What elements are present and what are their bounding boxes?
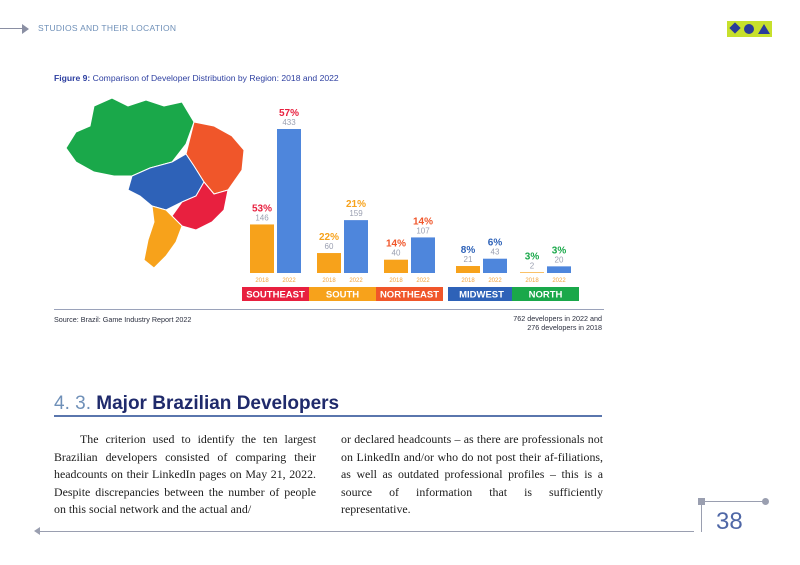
page-dot-marker bbox=[762, 498, 769, 505]
region-label: SOUTHEAST bbox=[246, 289, 305, 301]
circle-icon bbox=[744, 24, 754, 34]
section-heading bbox=[54, 393, 339, 415]
percent-label: 8% bbox=[460, 245, 476, 257]
value-label: 2 bbox=[529, 261, 535, 271]
brazil-map bbox=[66, 98, 244, 268]
year-tick-label: 2018 bbox=[525, 278, 539, 284]
section-title: Major Brazilian Developers bbox=[96, 393, 340, 414]
region-distribution-chart bbox=[54, 92, 604, 307]
page-number: 38 bbox=[716, 508, 743, 535]
bar-2022-northeast bbox=[411, 237, 435, 273]
percent-label: 22% bbox=[318, 232, 340, 244]
triangle-icon bbox=[758, 24, 770, 34]
figure-title: Comparison of Developer Distribution by Region: 2018 and 2022 bbox=[90, 73, 339, 83]
percent-label: 53% bbox=[251, 203, 273, 215]
body-column-1: The criterion used to identify the ten largest Brazilian developers consisted of comparing their headcounts on their LinkedIn pages on May 21, 2022. Despite discrepancies between the number of people on this social network and the actual and/ bbox=[54, 432, 316, 517]
percent-label: 3% bbox=[551, 245, 567, 257]
header-arrow-icon bbox=[22, 24, 29, 34]
bar-2022-south bbox=[344, 220, 368, 273]
bar-2022-north bbox=[547, 266, 571, 273]
bar-2022-southeast bbox=[277, 129, 301, 273]
percent-label: 6% bbox=[487, 237, 503, 249]
year-tick-label: 2018 bbox=[255, 278, 269, 284]
percent-label: 57% bbox=[278, 108, 300, 119]
value-label: 433 bbox=[282, 118, 296, 127]
diamond-icon bbox=[729, 22, 740, 33]
figure-caption bbox=[54, 73, 339, 83]
bar-2018-southeast bbox=[250, 224, 274, 273]
value-label: 60 bbox=[324, 242, 334, 252]
year-tick-label: 2018 bbox=[389, 278, 403, 284]
percent-label: 14% bbox=[385, 238, 407, 250]
header-rule bbox=[0, 28, 24, 29]
bar-2018-northeast bbox=[384, 260, 408, 273]
percent-label: 3% bbox=[524, 251, 540, 263]
brand-logo bbox=[727, 21, 772, 37]
figure-totals bbox=[513, 314, 602, 332]
bar-2022-midwest bbox=[483, 259, 507, 273]
body-column-2: or declared headcounts – as there are professionals not on LinkedIn and/or who do not post their af-filiations, as well as outdated professional profiles – this is a source of information that is sufficiently representative. bbox=[341, 432, 603, 517]
region-label: NORTHEAST bbox=[379, 289, 440, 301]
bar-2018-north bbox=[520, 272, 544, 273]
figure-rule bbox=[54, 309, 604, 310]
value-label: 159 bbox=[349, 209, 363, 219]
totals-line-1: 762 developers in 2022 and bbox=[513, 314, 602, 323]
year-tick-label: 2022 bbox=[488, 278, 502, 284]
value-label: 21 bbox=[463, 255, 473, 265]
value-label: 146 bbox=[255, 213, 269, 223]
year-tick-label: 2022 bbox=[349, 278, 363, 284]
bar-2018-south bbox=[317, 253, 341, 273]
totals-line-2: 276 developers in 2018 bbox=[527, 323, 602, 332]
year-tick-label: 2022 bbox=[282, 278, 296, 284]
section-rule bbox=[54, 415, 602, 417]
year-tick-label: 2018 bbox=[461, 278, 475, 284]
page-vertical-line bbox=[701, 505, 702, 532]
region-label: MIDWEST bbox=[459, 289, 504, 301]
figure-label: Figure 9: bbox=[54, 73, 91, 83]
footer-rule bbox=[40, 531, 694, 532]
page-square-marker bbox=[698, 498, 705, 505]
section-number: 4. 3. bbox=[54, 393, 91, 414]
year-tick-label: 2022 bbox=[552, 278, 566, 284]
value-label: 40 bbox=[391, 248, 401, 258]
year-tick-label: 2022 bbox=[416, 278, 430, 284]
region-label: NORTH bbox=[528, 289, 563, 301]
header-section-title: STUDIOS AND THEIR LOCATION bbox=[38, 23, 177, 33]
bar-2018-midwest bbox=[456, 266, 480, 273]
value-label: 107 bbox=[416, 226, 430, 236]
region-label: SOUTH bbox=[325, 289, 360, 301]
percent-label: 21% bbox=[345, 199, 367, 211]
figure-source: Source: Brazil: Game Industry Report 2022 bbox=[54, 315, 192, 324]
value-label: 20 bbox=[554, 255, 564, 265]
year-tick-label: 2018 bbox=[322, 278, 336, 284]
value-label: 43 bbox=[490, 247, 500, 257]
percent-label: 14% bbox=[412, 216, 434, 228]
page-line bbox=[705, 501, 765, 502]
